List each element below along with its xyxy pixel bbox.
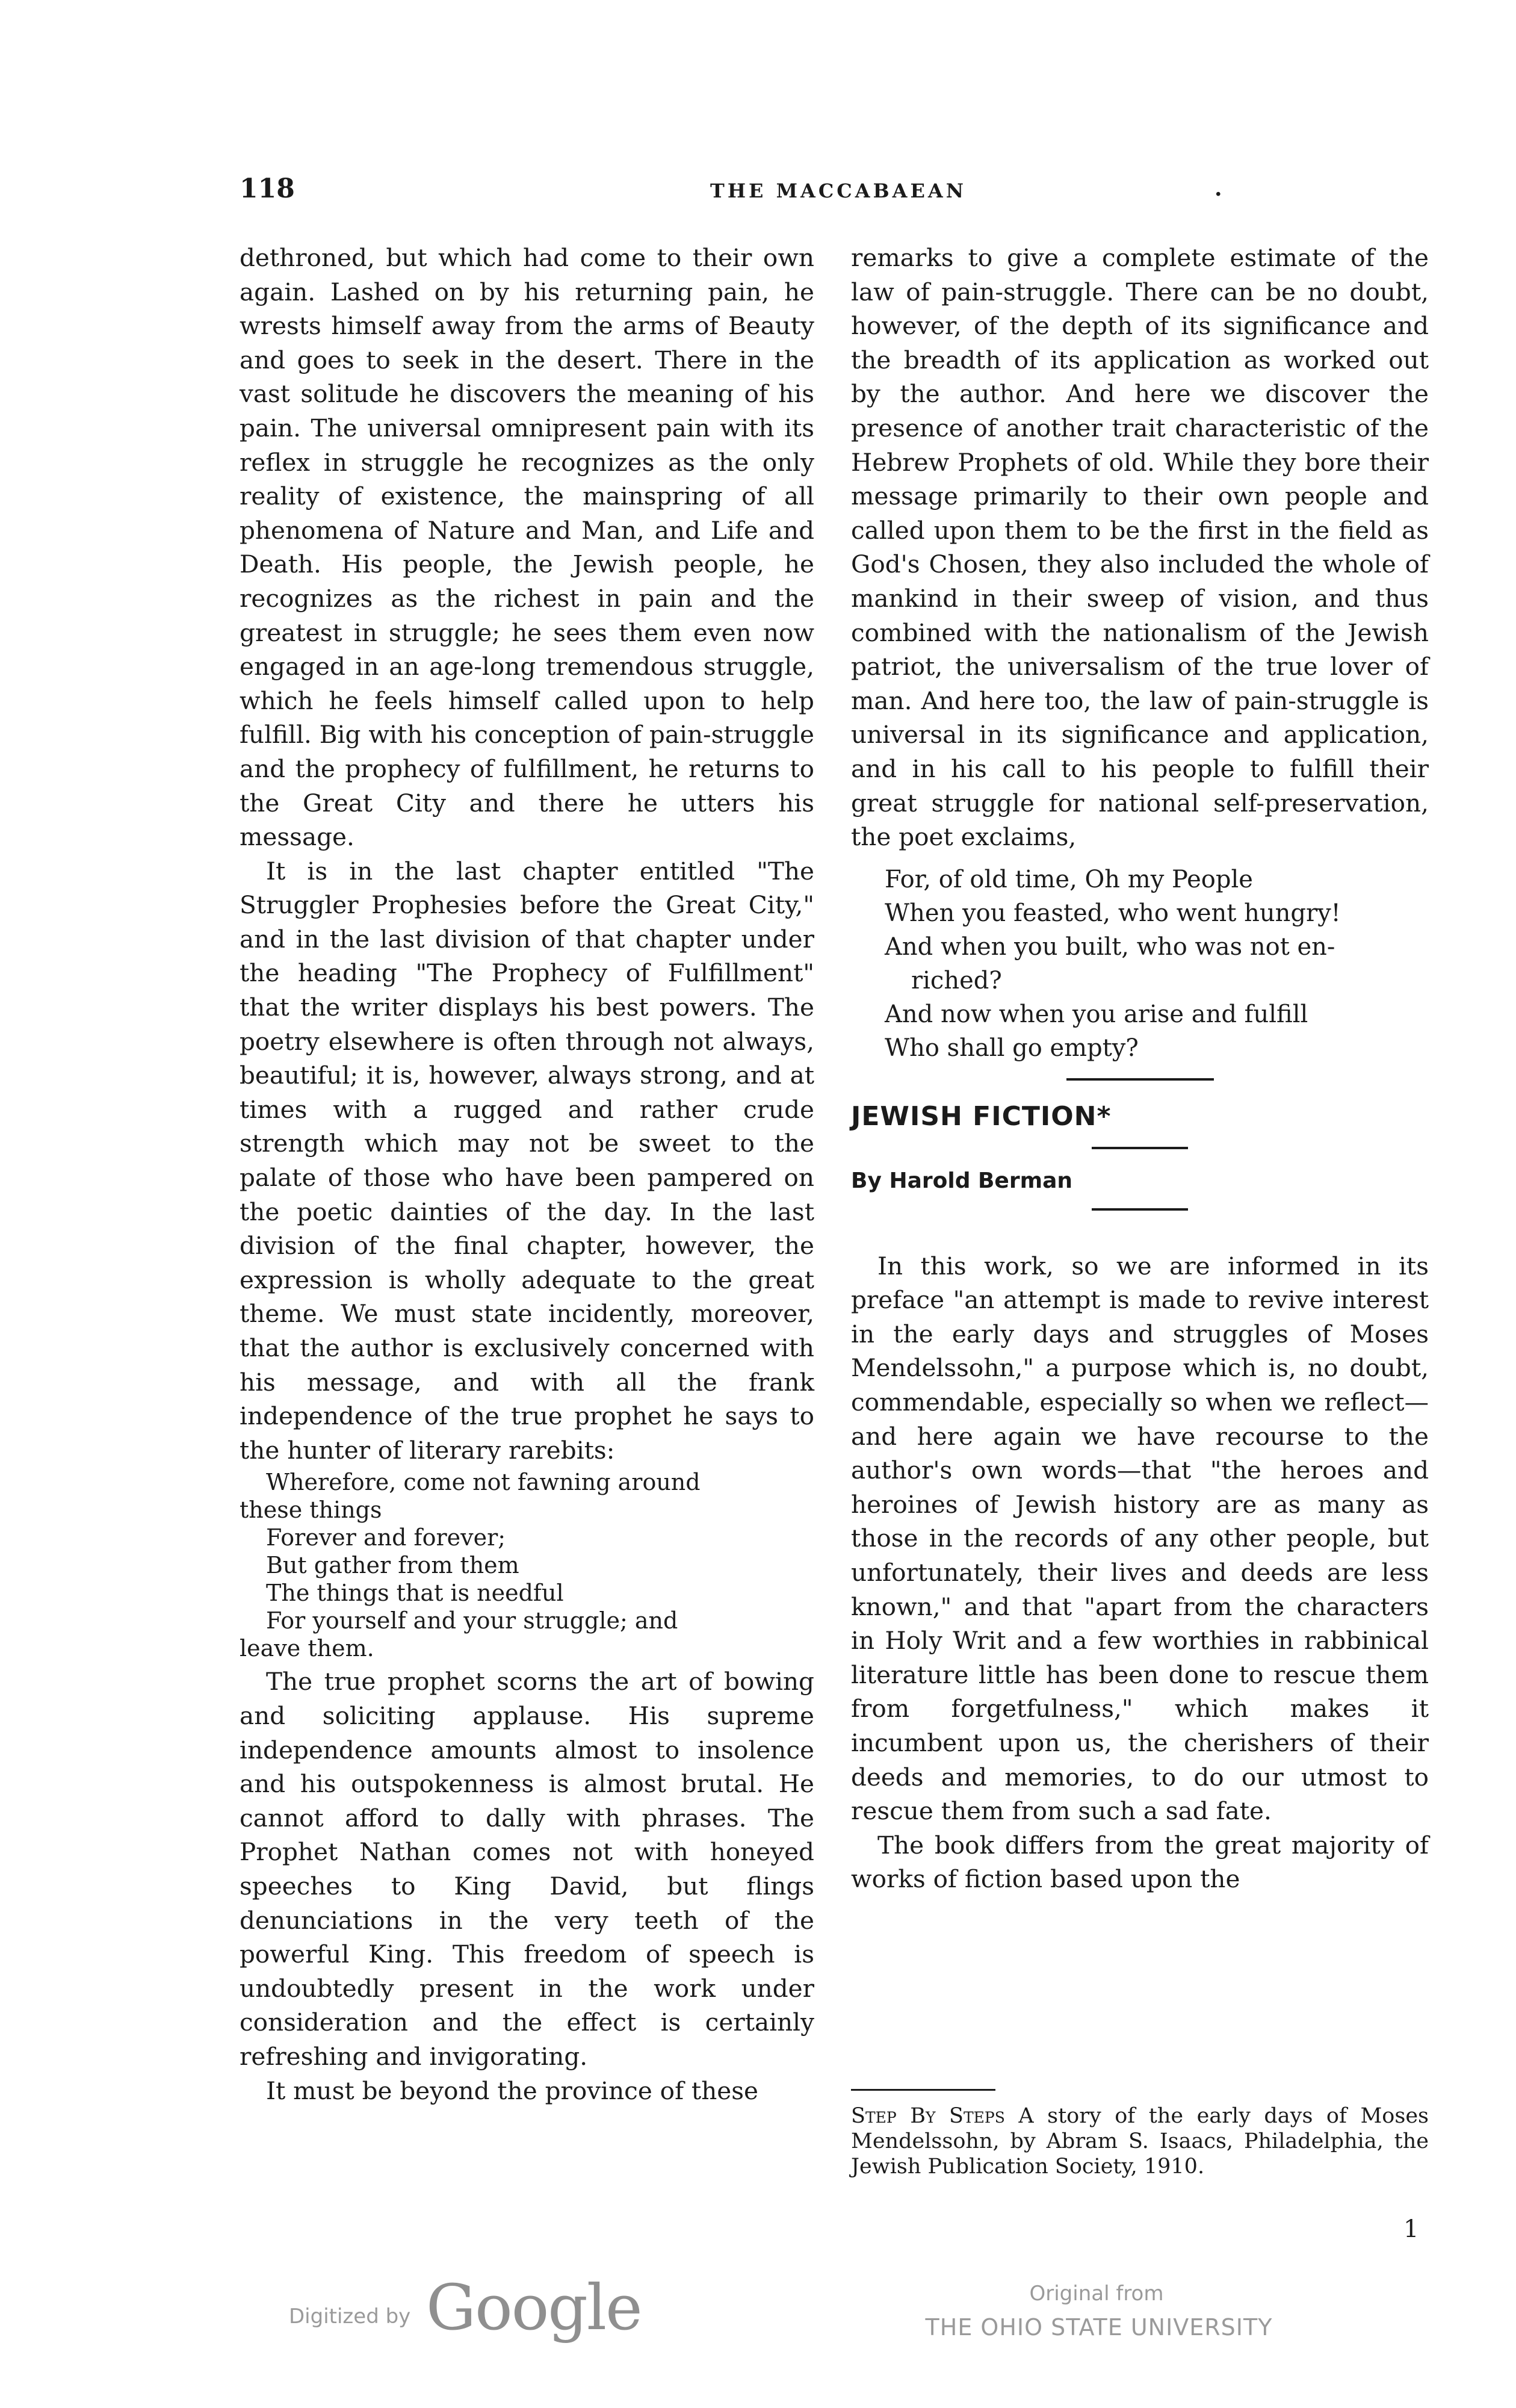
verse-line: Forever and forever; <box>266 1524 506 1551</box>
footnote-text: A story of the early days of Moses Mendelssohn, by Abram S. Isaacs, Philadelphia, the Jewish Publication Society, 1910. <box>851 2104 1429 2179</box>
left-column <box>240 241 814 2108</box>
byline: By Harold Berman <box>851 1168 1073 1193</box>
footnote-title: Step By Steps <box>851 2104 1005 2128</box>
original-from-label: Original from <box>1029 2282 1164 2306</box>
footnote <box>851 2103 1429 2179</box>
right-column <box>851 241 1429 1896</box>
verse-line: these things <box>240 1497 382 1524</box>
left-paragraph-1: dethroned, but which had come to their own again. Lashed on by his returning pain, he wrests himself away from the arms of Beauty and goes to seek in the desert. There in the vast solitude he discovers the meaning of his pain. The universal omnipresent pain with its reflex in struggle he recognizes as the only reality of existence, the mainspring of all phenomena of Nature and Man, and Life and Death. His people, the Jewish people, he recognizes as the richest in pain and the greatest in struggle; he sees them even now engaged in an age-long tremendous struggle, which he feels himself called upon to help fulfill. Big with his conception of pain-struggle and the prophecy of fulfillment, he returns to the Great City and there he utters his message. <box>240 243 814 852</box>
verse-line: The things that is needful <box>266 1580 564 1607</box>
institution-name: THE OHIO STATE UNIVERSITY <box>925 2314 1273 2341</box>
digitized-by-label: Digitized by <box>289 2304 411 2329</box>
verse-line: And now when you arise and fulfill <box>885 1000 1308 1028</box>
right-paragraph-3: The book differs from the great majority of works of fiction based upon the <box>851 1830 1429 1894</box>
left-paragraph-3: The true prophet scorns the art of bowing and soliciting applause. His supreme independence amounts almost to insolence and his outspokenness is almost brutal. He cannot afford to dally with phrases. The Prophet Nathan comes not with honeyed speeches to King David, but flings denunciations in the very teeth of the powerful King. This freedom of speech is undoubtedly present in the work under consideration and the effect is certainly refreshing and invigorating. <box>240 1667 814 2071</box>
verse-line: riched? <box>911 966 1002 995</box>
verse-line: Who shall go empty? <box>885 1034 1139 1062</box>
verse-line: But gather from them <box>266 1552 519 1579</box>
verse-line: For, of old time, Oh my People <box>885 865 1253 893</box>
left-paragraph-4: It must be beyond the province of these <box>266 2076 759 2105</box>
section-divider <box>1066 1078 1214 1081</box>
verse-line: For yourself and your struggle; and <box>266 1607 678 1634</box>
left-paragraph-2: It is in the last chapter entitled "The Struggler Prophesies before the Great City," and in the last division of that chapter under the heading "The Prophecy of Fulfillment" that the writer displays his best powers. The poetry elsewhere is often through not always, beautiful; it is, however, always strong, and at times with a rugged and rather crude strength which may not be sweet to the palate of those who have been pampered on the poetic dainties of the day. In the last division of the final chapter, however, the expression is wholly adequate to the great theme. We must state incidently, moreover, that the author is exclusively concerned with his message, and with all the frank independence of the true prophet he says to the hunter of literary rarebits: <box>240 856 814 1465</box>
verse-line: And when you built, who was not en- <box>885 932 1335 961</box>
verse-line: Wherefore, come not fawning around <box>266 1469 701 1496</box>
header-dot: . <box>1214 176 1222 201</box>
page-number: 118 <box>240 173 295 204</box>
running-title: THE MACCABAEAN <box>710 179 967 202</box>
verse-line: When you feasted, who went hungry! <box>885 899 1341 927</box>
verse-line: leave them. <box>240 1635 374 1662</box>
byline-divider <box>1092 1208 1188 1211</box>
google-logo: Google <box>426 2271 642 2344</box>
right-verse <box>885 863 1429 1065</box>
footnote-mark: 1 <box>1403 2215 1419 2243</box>
title-divider <box>1092 1147 1188 1149</box>
right-paragraph-2: In this work, so we are informed in its preface "an attempt is made to revive interest in the early days and struggles of Moses Mendelssohn," a purpose which is, no doubt, commendable, especially so when we reflect—and here again we have recourse to the author's own words—that "the heroes and heroines of Jewish history are as many as those in the records of any other people, but unfortunately, their lives and deeds are less known," and that "apart from the characters in Holy Writ and a few worthies in rabbinical literature little has been done to rescue them from forgetfulness," which makes it incumbent upon us, the cherishers of their deeds and memories, to do our utmost to rescue them from such a sad fate. <box>851 1251 1429 1826</box>
left-verse <box>240 1468 814 1662</box>
footnote-divider <box>851 2089 995 2091</box>
right-paragraph-1: remarks to give a complete estimate of the law of pain-struggle. There can be no doubt, however, of the depth of its significance and the breadth of its application as worked out by the author. And here we discover the presence of another trait characteristic of the Hebrew Prophets of old. While they bore their message primarily to their own people and called upon them to be the first in the field as God's Chosen, they also included the whole of mankind in their sweep of vision, and thus combined with the nationalism of the Jewish patriot, the universalism of the true lover of man. And here too, the law of pain-struggle is universal in its significance and application, and in his call to his people to fulfill their great struggle for national self-preservation, the poet exclaims, <box>851 243 1429 852</box>
section-title: JEWISH FICTION* <box>851 1100 1112 1132</box>
